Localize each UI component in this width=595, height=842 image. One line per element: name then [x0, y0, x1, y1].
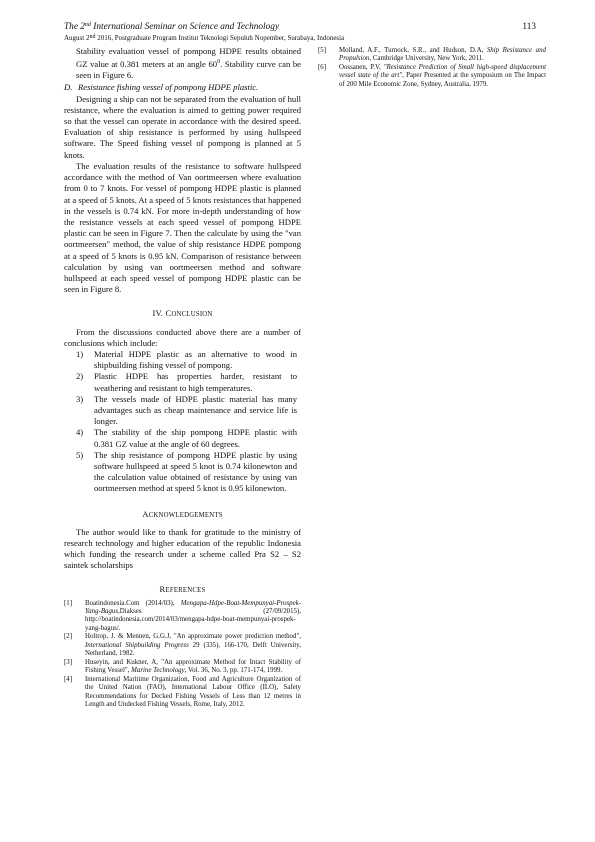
reference-item: [318, 64, 546, 89]
conclusion-item: [64, 450, 301, 495]
conclusion-list: [64, 349, 301, 495]
conclusion-text: The ship resistance of pompong HDPE plastic by using software hullspeed at speed 5 knot is 0.74 kilonewton and the calculation value obtained of resistance by using van oortmeersen method at speed 5 knot is 0.95 kilonewton.: [94, 449, 297, 494]
reference-number: [4]: [64, 675, 73, 683]
conclusion-number: 1): [76, 348, 84, 359]
reference-details: , Paper Presented at the symposium on The Impact of 200 Mile Economic Zone, Sydney, Australia, 1979.: [339, 72, 546, 88]
reference-item: [64, 659, 301, 676]
conclusion-text: The stability of the ship pompong HDPE plastic with 0.381 GZ value at the angle of 60 degrees.: [94, 427, 297, 449]
reference-details: 29 (335), 166-170, Delft University, Netherland, 1982.: [85, 641, 301, 658]
conclusion-text: The vessels made of HDPE plastic material has many advantages such as cheap maintenance and service life is longer.: [94, 393, 297, 427]
conclusion-item: [64, 394, 301, 428]
stability-text: Stability evaluation vessel of pompong HDPE results obtained GZ value at 0.381 meters at an angle 60: [76, 46, 301, 70]
acknowledgements-heading: [64, 509, 301, 521]
conclusion-heading: [64, 308, 301, 320]
references-heading: [64, 584, 301, 596]
stability-text-end: . Stability curve can be seen in Figure 6.: [76, 59, 301, 81]
ack-heading-text: CKNOWLEDGEMENTS: [148, 511, 223, 519]
reference-details: , Cambridge University, New York, 2011.: [369, 55, 484, 63]
subsection-label: D.: [64, 82, 73, 93]
stability-paragraph: [64, 46, 301, 81]
conclusion-text: Plastic HDPE has properties harder, resistant to weathering and resistant to high temperatures.: [94, 371, 297, 393]
page-number: 113: [522, 22, 536, 32]
conclusion-heading-text: ONCLUSION: [171, 311, 213, 319]
reference-author: Oossanen, P.V,: [339, 64, 384, 72]
reference-details: , Vol. 36, No. 3, pp. 171-174, 1999.: [184, 667, 283, 675]
reference-item: [64, 676, 301, 709]
conclusion-text: Material HDPE plastic as an alternative to wood in shipbuilding fishing vessel of pompong.: [94, 348, 297, 371]
reference-item: [64, 633, 301, 658]
journal-title-text: The 2: [64, 22, 85, 32]
conclusion-number: 5): [76, 449, 84, 460]
subsection-title: Resistance fishing vessel of pompong HDPE plastic.: [78, 82, 259, 93]
conclusion-item: [64, 371, 301, 393]
refs-heading-first: R: [159, 583, 166, 594]
journal-title-sup: nd: [84, 22, 91, 28]
journal-title: [64, 22, 536, 33]
reference-item: [64, 600, 301, 633]
right-column-references: [318, 47, 546, 89]
subsection-heading: [64, 82, 301, 93]
resistance-paragraph-1: Designing a ship can not be separated from the evaluation of hull resistance, where the evaluation is aimed to getting power required so that the vessel can operate in accordance with the desired speed. Evaluation of ship resistance is performed by using hullspeed software. The Speed fishing vessel of pompong is planned at 5 knots.: [64, 93, 301, 160]
reference-author: International Maritime Organization, Food and Agriculture Organization of the United Nation (FAO), International Labour Office (ILO), Safety Recommendations for Decked Fishing Vessels of Less than 12 metres in Length and Undecked Fishing Vessels, Rome, Italy, 2012.: [85, 675, 301, 708]
conclusion-item: [64, 349, 301, 371]
reference-number: [6]: [318, 64, 327, 72]
reference-author: Holtrop, J. & Mennen, G.G.J, "An approximate power prediction method",: [85, 633, 301, 641]
conference-info: [64, 34, 536, 43]
reference-author: Boatindonesia.Com (2014/03),: [85, 599, 181, 607]
conclusion-number: 4): [76, 427, 84, 438]
journal-title-text-rest: International Seminar on Science and Technology: [90, 22, 280, 32]
running-header: [64, 22, 536, 43]
ack-heading-first: A: [142, 508, 149, 519]
resistance-paragraph-2: The evaluation results of the resistance to software hullspeed accordance with the method of Van oortmeersen where evaluation from 0 to 7 knots. For vessel of pompong HDPE plastic is planned at a speed of 5 knots. At a speed of 5 knots resistances that happened in the vessels is 0.74 kN. For more in-depth understanding of how the resistance vessels at each speed vessel of pompong HDPE plastic can be seen in Figure 7. Then the calculate by using the "van oortmeersen" method, the value of ship resistance HDPE pompong at a speed of 5 knots is 0.95 kN. Comparison of resistance between calculation by using van oortmeersen method and software hullspeed at each speed vessel of pompong HDPE plastic can be seen in Figure 8.: [64, 160, 301, 295]
reference-number: [1]: [64, 599, 73, 607]
conclusion-intro: From the discussions conducted above there are a number of conclusions which include:: [64, 326, 301, 348]
conclusion-heading-num: IV. C: [152, 308, 172, 319]
references-list-left: [64, 600, 301, 709]
reference-item: [318, 47, 546, 64]
reference-author: Molland, A.F., Turnock, S.R., and Hudson, D.A,: [339, 47, 487, 54]
conclusion-item: [64, 427, 301, 449]
degree-sup: 0: [217, 59, 221, 66]
conference-date: August 2: [64, 34, 90, 42]
reference-title: "Resistance Prediction of Small high-speed displacement vessel state of the art": [339, 64, 547, 80]
reference-title: Ship Resistance and Propulsion: [339, 47, 546, 63]
conference-date-sup: nd: [89, 34, 96, 40]
reference-number: [3]: [64, 658, 73, 666]
conference-venue: 2016, Postgraduate Program Institut Teknologi Sepuluh Nopember, Surabaya, Indonesia: [95, 34, 345, 42]
reference-details: Diakses (27/09/2015), http://boatindonesia.com/2014/03/mengapa-hdpe-boat-mempunyai-prospek-yang-bagus/.: [85, 608, 301, 632]
conclusion-number: 3): [76, 393, 84, 404]
reference-title: International Shipbuilding Progress: [85, 641, 189, 649]
reference-title: Marine Technology: [131, 667, 185, 675]
left-column: [64, 46, 301, 710]
reference-number: [2]: [64, 633, 73, 641]
reference-author: Huseyin, and Kukner, A, "An approximate Method for Intact Stability of Fishing Vessel",: [85, 658, 301, 675]
conclusion-number: 2): [76, 371, 84, 382]
acknowledgements-text: The author would like to thank for gratitude to the ministry of research technology and higher education of the republic Indonesia which funding the research under a scheme called Pra S2 – S2 saintek scholarships: [64, 526, 301, 571]
reference-number: [5]: [318, 47, 327, 54]
reference-title: Mengapa-Hdpe-Boat-Mempunyai-Prospek-Yang-Bagus,: [85, 599, 301, 616]
refs-heading-text: EFERENCES: [165, 586, 206, 594]
